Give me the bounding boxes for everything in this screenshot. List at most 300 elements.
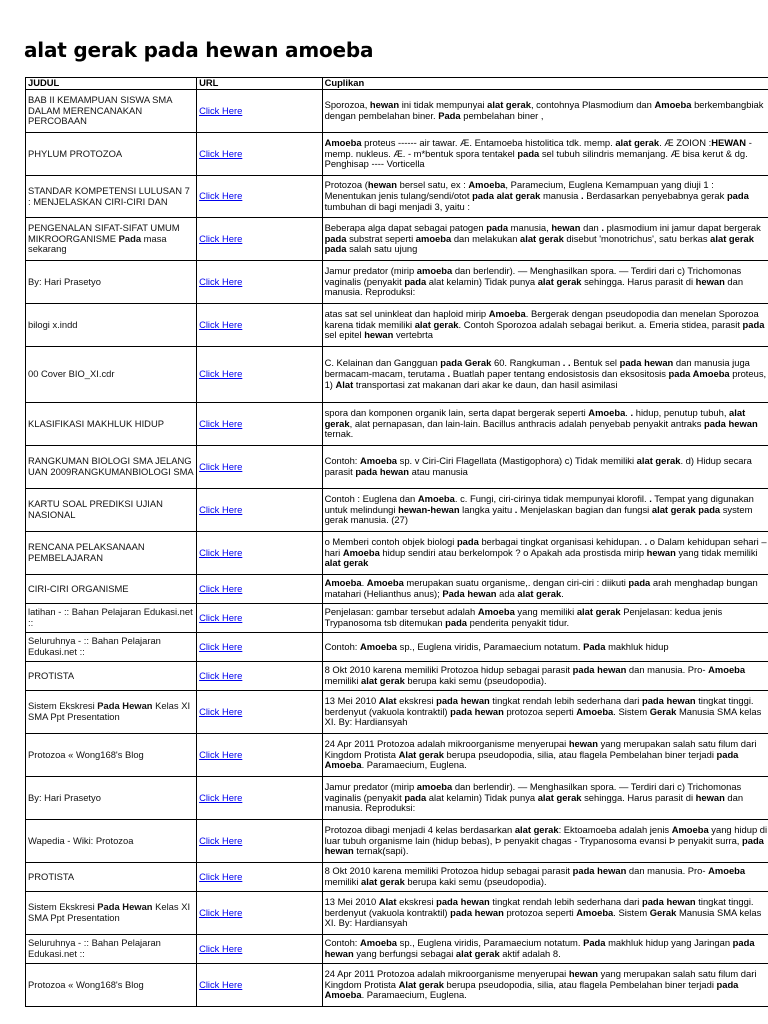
click-here-link[interactable]: Click Here xyxy=(199,669,243,681)
snippet-text: berbagai tingkat organisasi kehidupan. xyxy=(478,535,645,547)
row-title xyxy=(26,218,197,261)
table-row xyxy=(26,633,768,662)
snippet-text: dan berlendir). — Menghasilkan spora. — Terdiri dari c) Trichomonas vaginalis (penyakit xyxy=(324,264,742,287)
snippet-text: memiliki xyxy=(324,876,362,887)
highlight-term: alat gerak pada xyxy=(651,503,721,515)
snippet-text: Manusia SMA kelas XI. By: Hardiansyah xyxy=(324,906,762,929)
highlight-term: hewan xyxy=(369,99,400,111)
snippet-text: protozoa seperti xyxy=(503,906,577,918)
highlight-term: amoeba xyxy=(416,780,453,792)
snippet-text: sel epitel xyxy=(324,329,365,341)
highlight-term: alat gerak xyxy=(361,876,405,887)
snippet-text: Buatlah paper tentang endosistosis dan eksositosis xyxy=(450,368,669,380)
table-row xyxy=(26,90,768,133)
highlight-term: Alat gerak xyxy=(398,978,444,990)
row-url-cell xyxy=(197,446,323,489)
snippet-text: ekskresi xyxy=(396,694,437,706)
highlight-term: hewan xyxy=(551,221,581,233)
snippet-text: dan manusia. Reproduksi: xyxy=(324,791,744,814)
row-title xyxy=(26,446,197,489)
highlight-term: Pada xyxy=(583,640,606,652)
table-row xyxy=(26,777,768,820)
click-here-link[interactable]: Click Here xyxy=(199,748,243,760)
highlight-term: pada xyxy=(404,275,427,287)
snippet-text: RANGKUMAN BIOLOGI SMA JELANG UAN 2009RANGKUMANBIOLOGI SMA xyxy=(28,455,194,477)
highlight-term: alat gerak xyxy=(615,136,660,148)
highlight-term: alat gerak pada xyxy=(324,232,754,255)
highlight-term: alat gerak xyxy=(514,823,559,835)
snippet-text: system gerak manusia. (27) xyxy=(324,503,753,526)
snippet-text: 13 Mei 2010 xyxy=(324,895,379,907)
highlight-term: . xyxy=(601,221,604,233)
snippet-text: . xyxy=(361,577,367,589)
highlight-term: pada xyxy=(742,318,765,330)
row-title xyxy=(26,532,197,575)
row-snippet xyxy=(322,734,768,777)
snippet-text: Penjelasan: gambar tersebut adalah xyxy=(324,606,478,618)
snippet-text: arah menghadap bungan matahari (Helianthus anus); xyxy=(324,577,758,599)
snippet-text: tingkat rendah lebih sederhana dari xyxy=(489,694,642,706)
highlight-term: pada xyxy=(628,577,651,589)
row-title xyxy=(26,604,197,633)
row-snippet xyxy=(322,633,768,662)
row-title xyxy=(26,489,197,532)
row-snippet xyxy=(322,403,768,446)
snippet-text: tumbuhan di bagi menjadi 3, yaitu : xyxy=(324,200,470,212)
highlight-term: pada hewan xyxy=(572,865,627,877)
snippet-text: yang merupakan salah satu filum dari Kingdom Protista xyxy=(324,967,757,990)
snippet-text: yang hidup di luar tubuh organisme lain (hidup bebas), Þ penyakit chagas - Trypanosoma evansi Þ penyakit surra, xyxy=(324,823,768,846)
table-header-row xyxy=(26,78,768,90)
row-snippet xyxy=(322,777,768,820)
snippet-text: STANDAR KOMPETENSI LULUSAN 7 : MENJELASKAN CIRI-CIRI DAN xyxy=(28,184,190,207)
snippet-text: protozoa seperti xyxy=(503,705,577,717)
snippet-text: : Ektoamoeba adalah jenis xyxy=(558,823,672,835)
snippet-text: proteus, 1) xyxy=(324,368,767,390)
row-snippet xyxy=(322,176,768,218)
highlight-term: alat gerak xyxy=(576,606,621,618)
table-row xyxy=(26,575,768,604)
row-url-cell xyxy=(197,964,323,1007)
highlight-term: pada hewan xyxy=(324,937,755,959)
row-snippet xyxy=(322,863,768,892)
snippet-text: Sistem Ekskresi xyxy=(28,700,98,712)
highlight-term: Amoeba xyxy=(671,823,709,835)
snippet-text: berupa pseudopodia, silia, atau flagela Pembelahan biner terjadi xyxy=(443,748,717,760)
click-here-link[interactable]: Click Here xyxy=(199,368,243,380)
row-title xyxy=(26,633,197,662)
click-here-link[interactable]: Click Here xyxy=(199,546,243,558)
snippet-text: dan manusia. Pro- xyxy=(626,865,709,877)
snippet-text: berkembangbiak dengan pembelahan biner. xyxy=(324,99,764,121)
highlight-term: alat gerak xyxy=(517,588,562,599)
snippet-text: 24 Apr 2011 Protozoa adalah mikroorganisme menyerupai xyxy=(324,737,569,749)
row-url-cell xyxy=(197,304,323,347)
highlight-term: amoeba xyxy=(415,232,452,244)
snippet-text: yang memiliki xyxy=(514,606,577,618)
highlight-term: Alat xyxy=(378,694,397,706)
row-url-cell xyxy=(197,90,323,133)
row-title xyxy=(26,863,197,892)
snippet-text: dan manusia. Reproduksi: xyxy=(324,275,744,298)
row-snippet xyxy=(322,532,768,575)
snippet-text: Beberapa alga dapat sebagai patogen xyxy=(324,221,487,233)
row-title xyxy=(26,892,197,935)
snippet-text: Jamur predator (mirip xyxy=(324,264,417,276)
snippet-text: Protozoa « Wong168's Blog xyxy=(28,748,144,760)
row-url-cell xyxy=(197,489,323,532)
snippet-text: PROTISTA xyxy=(28,870,75,882)
snippet-text: . Paramaecium, Euglena. xyxy=(361,759,467,771)
snippet-text: berupa kaki semu (pseudopodia). xyxy=(404,876,547,887)
row-title xyxy=(26,777,197,820)
row-url-cell xyxy=(197,532,323,575)
snippet-text: 24 Apr 2011 Protozoa adalah mikroorganisme menyerupai xyxy=(324,967,569,979)
snippet-text: alat kelamin) Tidak punya xyxy=(426,791,538,803)
snippet-text: masa sekarang xyxy=(28,232,167,255)
highlight-term: pada hewan xyxy=(619,357,674,369)
row-url-cell xyxy=(197,892,323,935)
highlight-term: Amoeba xyxy=(417,492,455,504)
snippet-text: spora dan komponen organik lain, serta dapat bergerak seperti xyxy=(324,406,589,418)
highlight-term: Amoeba xyxy=(360,455,398,467)
snippet-text: proteus ------ air tawar. Æ. Entamoeba histolitica tdk. memp. xyxy=(361,136,616,148)
snippet-text: penderita penyakit tidur. xyxy=(467,617,570,628)
highlight-term: hewan xyxy=(568,967,599,979)
snippet-text: sp., Euglena viridis, Paramaecium notatum. xyxy=(397,937,584,949)
row-title xyxy=(26,347,197,403)
snippet-text: tingkat rendah lebih sederhana dari xyxy=(489,895,642,907)
snippet-text: sp. v Ciri-Ciri Flagellata (Mastigophora) c) Tidak memiliki xyxy=(397,455,637,467)
highlight-term: Gerak xyxy=(649,705,677,717)
table-row xyxy=(26,863,768,892)
highlight-term: pada xyxy=(404,791,427,803)
snippet-text: CIRI-CIRI ORGANISME xyxy=(28,582,129,594)
snippet-text: 13 Mei 2010 xyxy=(324,694,379,706)
snippet-text: KARTU SOAL PREDIKSI UJIAN NASIONAL xyxy=(28,498,163,520)
table-row xyxy=(26,133,768,176)
highlight-term: pada xyxy=(456,535,479,547)
row-title xyxy=(26,662,197,691)
row-snippet xyxy=(322,304,768,347)
results-body xyxy=(26,90,768,1007)
highlight-term: alat gerak xyxy=(324,557,369,569)
highlight-term: Gerak xyxy=(649,906,677,918)
highlight-term: Amoeba xyxy=(360,937,398,949)
snippet-text: tingkat tinggi. berdenyut (vakuola kontraktil) xyxy=(324,694,754,717)
highlight-term: pada Amoeba xyxy=(668,368,730,380)
snippet-text: . Æ ZOION : xyxy=(659,136,712,148)
highlight-term: Amoeba xyxy=(576,906,614,918)
snippet-text: sehingga. Harus parasit di xyxy=(581,275,696,287)
snippet-text: . Sistem xyxy=(613,906,650,918)
table-row xyxy=(26,304,768,347)
highlight-term: Pada xyxy=(118,232,142,244)
table-row xyxy=(26,691,768,734)
highlight-term: . xyxy=(630,406,634,418)
highlight-term: pada xyxy=(445,617,468,628)
snippet-text: hidup, penutup tubuh, xyxy=(633,406,730,418)
snippet-text: RENCANA PELAKSANAAN PEMBELAJARAN xyxy=(28,541,145,563)
snippet-text: 8 Okt 2010 karena memiliki Protozoa hidup sebagai parasit xyxy=(324,664,573,676)
header-cuplikan: Cuplikan xyxy=(322,78,768,90)
highlight-term: pada xyxy=(486,221,509,233)
highlight-term: Amoeba xyxy=(324,136,362,148)
row-url-cell xyxy=(197,935,323,964)
snippet-text: dan manusia juga bermacam-macam, terutama xyxy=(324,357,750,380)
snippet-text: 8 Okt 2010 karena memiliki Protozoa hidup sebagai parasit xyxy=(324,865,573,877)
highlight-term: pada hewan xyxy=(436,694,490,706)
click-here-link[interactable]: Click Here xyxy=(199,640,243,652)
highlight-term: pada xyxy=(517,147,540,159)
snippet-text: bersel satu, ex : xyxy=(397,179,469,191)
highlight-term: Amoeba xyxy=(708,664,746,676)
snippet-text: hidup sendiri atau berkelompok ? o Apakah ada prostisda mirip xyxy=(379,546,647,558)
highlight-term: alat gerak xyxy=(455,948,500,959)
header-url: URL xyxy=(197,78,323,90)
highlight-term: Amoeba xyxy=(477,606,515,618)
row-title xyxy=(26,304,197,347)
snippet-text: ada xyxy=(496,588,518,599)
snippet-text: alat kelamin) Tidak punya xyxy=(426,275,538,287)
row-snippet xyxy=(322,691,768,734)
snippet-text: atau manusia xyxy=(409,466,468,477)
row-url-cell xyxy=(197,633,323,662)
snippet-text: Protozoa « Wong168's Blog xyxy=(28,978,144,990)
highlight-term: Pada Hewan xyxy=(97,700,153,712)
snippet-text: plasmodium ini jamur dapat bergerak xyxy=(603,221,761,233)
row-title xyxy=(26,90,197,133)
click-here-link[interactable]: Click Here xyxy=(199,460,243,472)
snippet-text: . c. Fungi, ciri-cirinya tidak mempunyai klorofil. xyxy=(454,492,650,504)
snippet-text: Manusia SMA kelas XI. By: Hardiansyah xyxy=(324,705,762,728)
snippet-text: . xyxy=(561,588,564,599)
snippet-text: tingkat tinggi. berdenyut (vakuola kontraktil) xyxy=(324,895,754,918)
snippet-text: yang merupakan salah satu filum dari Kingdom Protista xyxy=(324,737,757,760)
click-here-link[interactable]: Click Here xyxy=(199,503,243,515)
click-here-link[interactable]: Click Here xyxy=(199,582,243,594)
table-row xyxy=(26,403,768,446)
row-url-cell xyxy=(197,575,323,604)
row-snippet xyxy=(322,935,768,964)
row-url-cell xyxy=(197,691,323,734)
snippet-text: sehingga. Harus parasit di xyxy=(581,791,696,803)
snippet-text: Contoh : Euglena dan xyxy=(324,492,418,504)
row-snippet xyxy=(322,489,768,532)
snippet-text: ternak(sapi). xyxy=(353,845,409,857)
highlight-term: Amoeba xyxy=(468,179,506,191)
snippet-text: . Sistem xyxy=(613,705,650,717)
row-url-cell xyxy=(197,218,323,261)
snippet-text: Sistem Ekskresi xyxy=(28,901,98,913)
row-snippet xyxy=(322,90,768,133)
snippet-text: Seluruhnya - :: Bahan Pelajaran Edukasi.net :: xyxy=(28,937,161,959)
row-url-cell xyxy=(197,777,323,820)
results-table xyxy=(25,77,768,1007)
row-title xyxy=(26,133,197,176)
click-here-link[interactable]: Click Here xyxy=(199,870,243,882)
click-here-link[interactable]: Click Here xyxy=(199,190,243,202)
snippet-text: - memp. nukleus. Æ. - m*bentuk spora tentakel xyxy=(324,136,752,159)
click-here-link[interactable]: Click Here xyxy=(199,791,243,803)
snippet-text: Kelas XI SMA Ppt Presentation xyxy=(28,901,191,923)
snippet-text: yang berfungsi sebagai xyxy=(353,948,456,959)
snippet-text: disebut 'monotrichus', satu berkas xyxy=(563,232,711,244)
highlight-term: Amoeba xyxy=(360,640,398,652)
highlight-term: pada xyxy=(726,190,749,202)
snippet-text: Berdasarkan penyebabnya gerak xyxy=(583,190,727,202)
snippet-text: berupa kaki semu (pseudopodia). xyxy=(404,675,547,686)
row-snippet xyxy=(322,575,768,604)
table-row xyxy=(26,218,768,261)
table-row xyxy=(26,446,768,489)
highlight-term: Pada xyxy=(438,110,461,121)
snippet-text: Contoh: xyxy=(324,455,361,467)
highlight-term: Amoeba xyxy=(488,307,526,319)
highlight-term: Amoeba xyxy=(324,577,362,589)
click-here-link[interactable]: Click Here xyxy=(199,275,243,287)
highlight-term: Pada Hewan xyxy=(97,901,153,913)
snippet-text: memiliki xyxy=(324,675,362,686)
snippet-text: Tempat yang digunakan untuk melindungi xyxy=(324,492,754,515)
highlight-term: pada Gerak xyxy=(440,357,492,369)
snippet-text: salah satu ujung xyxy=(346,243,418,255)
highlight-term: alat gerak xyxy=(520,232,564,244)
click-here-link[interactable]: Click Here xyxy=(199,834,243,846)
snippet-text: langka yaitu xyxy=(459,503,515,515)
row-title xyxy=(26,964,197,1007)
highlight-term: . . xyxy=(562,357,571,369)
snippet-text: Protozoa ( xyxy=(324,179,368,191)
highlight-term: hewan xyxy=(646,546,676,558)
snippet-text: ternak. xyxy=(324,428,354,440)
highlight-term: Alat xyxy=(378,895,397,907)
row-url-cell xyxy=(197,820,323,863)
snippet-text: . d) Hidup secara parasit xyxy=(324,455,752,477)
snippet-text: By: Hari Prasetyo xyxy=(28,275,101,287)
table-row xyxy=(26,820,768,863)
snippet-text: Kelas XI SMA Ppt Presentation xyxy=(28,700,191,722)
snippet-text: dan melakukan xyxy=(451,232,521,244)
row-url-cell xyxy=(197,662,323,691)
snippet-text: 00 Cover BIO_XI.cdr xyxy=(28,368,115,380)
snippet-text: Seluruhnya - :: Bahan Pelajaran Edukasi.net :: xyxy=(28,635,161,657)
snippet-text: , contohnya Plasmodium dan xyxy=(530,99,655,111)
click-here-link[interactable]: Click Here xyxy=(199,232,243,244)
row-snippet xyxy=(322,604,768,633)
snippet-text: KLASIFIKASI MAKHLUK HIDUP xyxy=(28,417,164,429)
row-snippet xyxy=(322,218,768,261)
snippet-text: yang tidak memiliki xyxy=(675,546,758,558)
highlight-term: Amoeba xyxy=(576,705,614,717)
row-snippet xyxy=(322,662,768,691)
snippet-text: , alat pernapasan, dan lain-lain. Bacillus anthracis adalah penyebab penyakit antraks xyxy=(349,417,705,429)
row-url-cell xyxy=(197,403,323,446)
click-here-link[interactable]: Click Here xyxy=(199,611,243,623)
click-here-link[interactable]: Click Here xyxy=(199,942,243,954)
highlight-term: alat gerak xyxy=(537,275,582,287)
page-title: alat gerak pada hewan amoeba xyxy=(24,38,374,62)
row-title xyxy=(26,691,197,734)
highlight-term: alat gerak xyxy=(414,318,459,330)
highlight-term: pada hewan xyxy=(450,906,504,918)
highlight-term: Pada xyxy=(583,937,606,949)
snippet-text: ini tidak mempunyai xyxy=(399,99,488,111)
table-row xyxy=(26,604,768,633)
snippet-text: bilogi x.indd xyxy=(28,318,78,330)
snippet-text: PHYLUM PROTOZOA xyxy=(28,147,123,159)
highlight-term: pada hewan xyxy=(704,417,758,429)
click-here-link[interactable]: Click Here xyxy=(199,978,243,990)
row-snippet xyxy=(322,347,768,403)
snippet-text: latihan - :: Bahan Pelajaran Edukasi.net :: xyxy=(28,606,193,628)
highlight-term: hewan xyxy=(367,179,398,191)
snippet-text: Bentuk sel xyxy=(570,357,620,369)
highlight-term: pada hewan xyxy=(324,834,764,857)
row-url-cell xyxy=(197,734,323,777)
snippet-text: . Bergerak dengan pseudopodia dan menelan Sporozoa karena tidak memiliki xyxy=(324,307,759,330)
snippet-text: o Dalam kehidupan sehari – hari xyxy=(324,535,767,558)
highlight-term: Amoeba xyxy=(342,546,380,558)
highlight-term: pada hewan xyxy=(355,466,409,477)
snippet-text: substrat seperti xyxy=(346,232,416,244)
row-url-cell xyxy=(197,347,323,403)
highlight-term: Amoeba xyxy=(366,577,404,589)
snippet-text: PENGENALAN SIFAT-SIFAT UMUM MIKROORGANISME xyxy=(28,221,180,244)
snippet-text: dan manusia. Pro- xyxy=(626,664,709,676)
snippet-text: Penjelasan: kedua jenis Trypanosoma tsb ditemukan xyxy=(324,606,723,628)
click-here-link[interactable]: Click Here xyxy=(199,906,243,918)
highlight-term: alat gerak xyxy=(537,791,582,803)
highlight-term: alat gerak xyxy=(636,455,681,467)
click-here-link[interactable]: Click Here xyxy=(199,705,243,717)
table-row xyxy=(26,176,768,218)
highlight-term: alat gerak xyxy=(361,675,405,686)
highlight-term: . xyxy=(514,503,518,515)
row-title xyxy=(26,935,197,964)
click-here-link[interactable]: Click Here xyxy=(199,318,243,330)
highlight-term: pada hewan xyxy=(436,895,490,907)
snippet-text: vertebrta xyxy=(393,329,433,341)
highlight-term: Amoeba xyxy=(654,99,692,111)
snippet-text: atas sat sel uninkleat dan haploid mirip xyxy=(324,307,489,319)
row-snippet xyxy=(322,261,768,304)
snippet-text: C. Kelainan dan Gangguan xyxy=(324,357,441,369)
snippet-text: PROTISTA xyxy=(28,669,75,681)
snippet-text: sp., Euglena viridis, Paramaecium notatum. xyxy=(397,640,584,652)
highlight-term: Pada hewan xyxy=(442,588,497,599)
table-row xyxy=(26,734,768,777)
table-row xyxy=(26,532,768,575)
snippet-text: . xyxy=(625,406,631,418)
click-here-link[interactable]: Click Here xyxy=(199,147,243,159)
highlight-term: Amoeba xyxy=(708,865,746,877)
highlight-term: hewan xyxy=(568,737,599,749)
row-title xyxy=(26,403,197,446)
highlight-term: hewan-hewan xyxy=(398,503,460,515)
highlight-term: hewan xyxy=(695,791,725,803)
click-here-link[interactable]: Click Here xyxy=(199,104,243,116)
highlight-term: pada hewan xyxy=(641,694,696,706)
snippet-text: sel tubuh silindris memanjang. Æ bisa kerut & dg. Penghisap ---- Vorticella xyxy=(324,147,748,170)
table-row xyxy=(26,489,768,532)
snippet-text: transportasi zat makanan dari akar ke daun, dan hasil asimilasi xyxy=(353,378,618,390)
highlight-term: . xyxy=(644,535,648,547)
snippet-text: Protozoa dibagi menjadi 4 kelas berdasarkan xyxy=(324,823,515,835)
highlight-term: pada hewan xyxy=(450,705,504,717)
click-here-link[interactable]: Click Here xyxy=(199,417,243,429)
highlight-term: amoeba xyxy=(416,264,453,276)
